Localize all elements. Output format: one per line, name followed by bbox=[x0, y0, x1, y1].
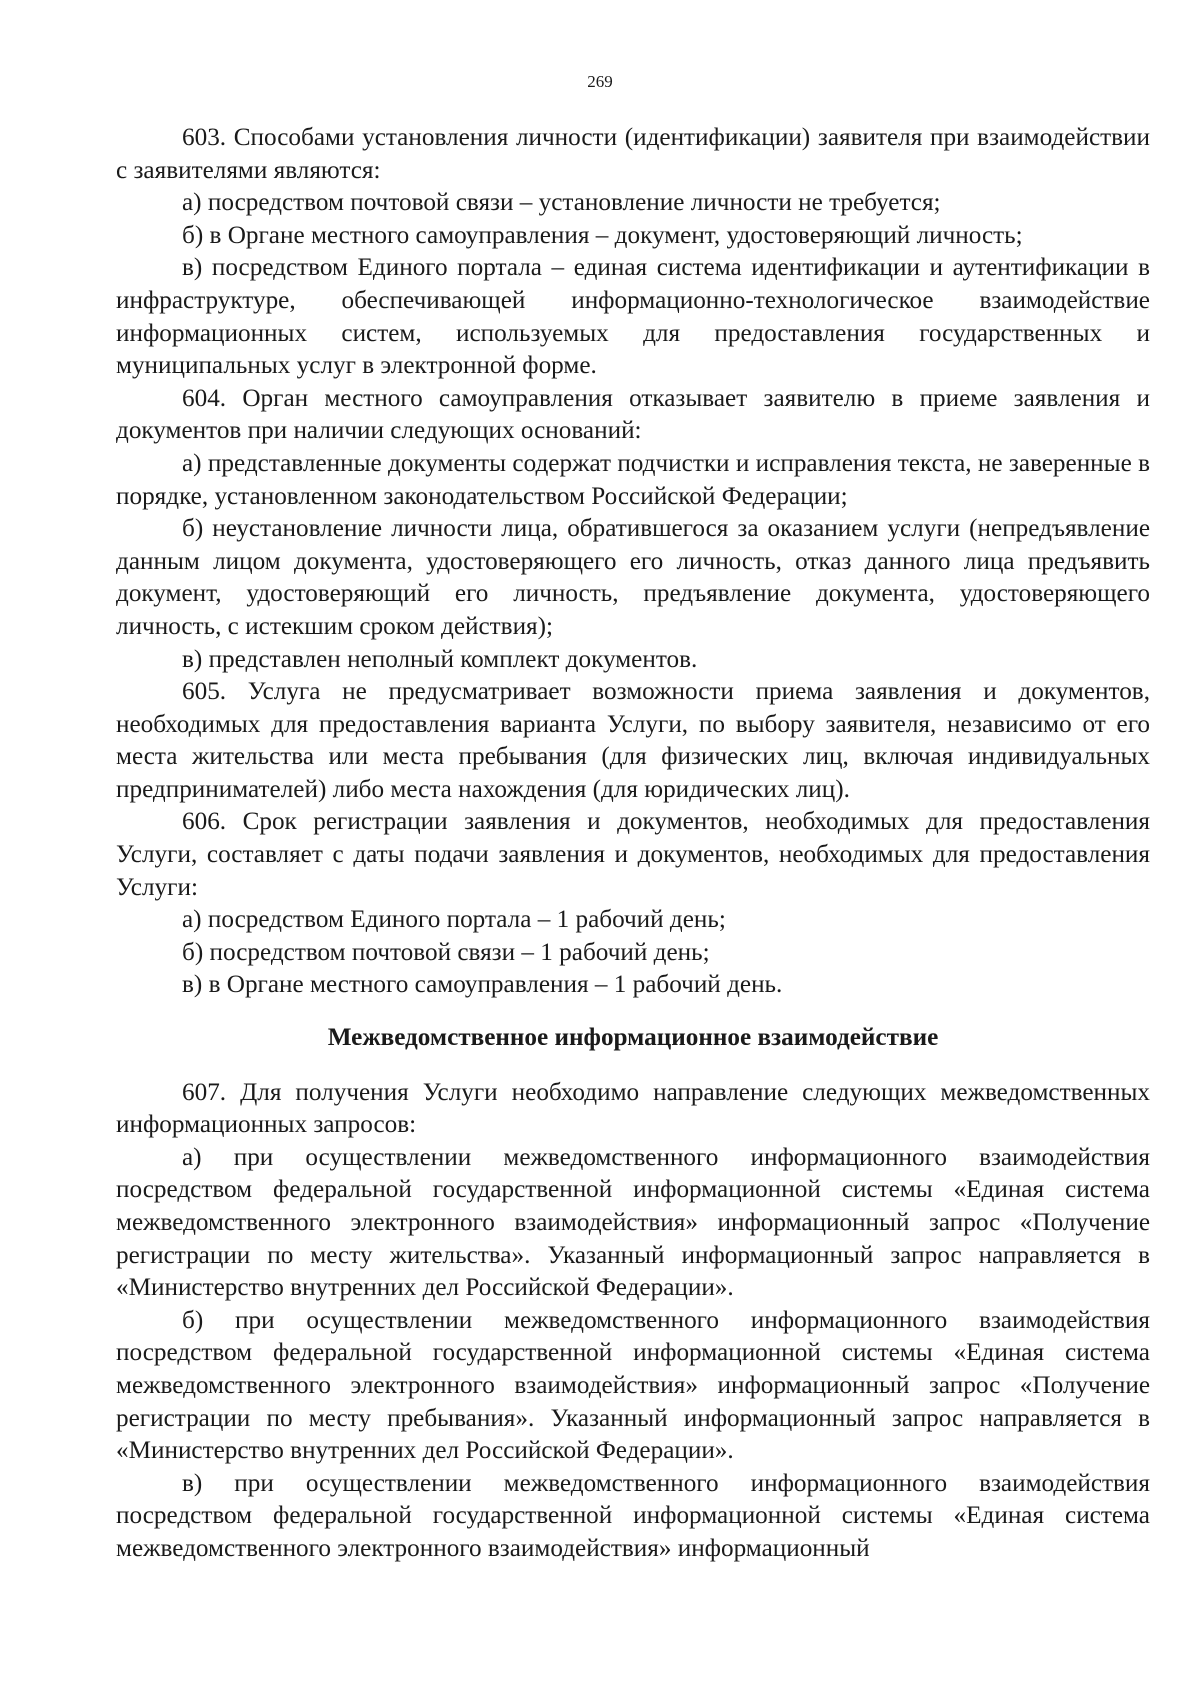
paragraph-607: 607. Для получения Услуги необходимо направление следующих межведомственных информационных запросов: bbox=[116, 1078, 1150, 1139]
paragraph-603-v: в) посредством Единого портала – единая система идентификации и аутентификации в инфраструктуре, обеспечивающей информационно-технологическое взаимодействие информационных систем, используемых для предоставления государственных и муниципальных услуг в электронной форме. bbox=[116, 254, 1150, 380]
paragraph-603-b: б) в Органе местного самоуправления – документ, удостоверяющий личность; bbox=[182, 221, 1023, 249]
paragraph-604-a: а) представленные документы содержат подчистки и исправления текста, не заверенные в порядке, установленном законодательством Российской Федерации; bbox=[116, 449, 1150, 510]
paragraph-607-a: а) при осуществлении межведомственного информационного взаимодействия посредством федеральной государственной информационной системы «Единая система межведомственного электронного взаимодействия» информационный запрос «Получение регистрации по месту жительства». Указанный информационный запрос направляется в «Министерство внутренних дел Российской Федерации». bbox=[116, 1143, 1150, 1302]
section-heading: Межведомственное информационное взаимодействие bbox=[327, 1024, 939, 1052]
paragraph-607-b: б) при осуществлении межведомственного информационного взаимодействия посредством федеральной государственной информационной системы «Единая система межведомственного электронного взаимодействия» информационный запрос «Получение регистрации по месту пребывания». Указанный информационный запрос направляется в «Министерство внутренних дел Российской Федерации». bbox=[116, 1306, 1150, 1465]
paragraph-606-v: в) в Органе местного самоуправления – 1 рабочий день. bbox=[182, 971, 783, 999]
page-number: 269 bbox=[587, 72, 613, 91]
paragraph-603: 603. Способами установления личности (идентификации) заявителя при взаимодействии с заявителями являются: bbox=[116, 124, 1150, 184]
paragraph-606-a: а) посредством Единого портала – 1 рабочий день; bbox=[182, 906, 726, 934]
paragraph-606: 606. Срок регистрации заявления и документов, необходимых для предоставления Услуги, составляет с даты подачи заявления и документов, необходимых для предоставления Услуги: bbox=[116, 808, 1150, 901]
paragraph-605: 605. Услуга не предусматривает возможности приема заявления и документов, необходимых для предоставления варианта Услуги, по выбору заявителя, независимо от его места жительства или места пребывания (для физических лиц, включая индивидуальных предпринимателей) либо места нахождения (для юридических лиц). bbox=[116, 678, 1150, 803]
paragraph-606-b: б) посредством почтовой связи – 1 рабочий день; bbox=[182, 938, 710, 966]
paragraph-603-a: а) посредством почтовой связи – установление личности не требуется; bbox=[182, 189, 941, 217]
paragraph-604-v: в) представлен неполный комплект документов. bbox=[182, 645, 698, 673]
paragraph-604: 604. Орган местного самоуправления отказывает заявителю в приеме заявления и документов при наличии следующих оснований: bbox=[116, 384, 1150, 445]
paragraph-607-v: в) при осуществлении межведомственного информационного взаимодействия посредством федеральной государственной информационной системы «Единая система межведомственного электронного взаимодействия» информационный bbox=[116, 1469, 1150, 1562]
paragraph-604-b: б) неустановление личности лица, обратившегося за оказанием услуги (непредъявление данным лицом документа, удостоверяющего его личность, отказ данного лица предъявить документ, удостоверяющий его личность, предъявление документа, удостоверяющего личность, с истекшим сроком действия); bbox=[116, 515, 1150, 640]
document-body bbox=[116, 122, 1150, 1566]
